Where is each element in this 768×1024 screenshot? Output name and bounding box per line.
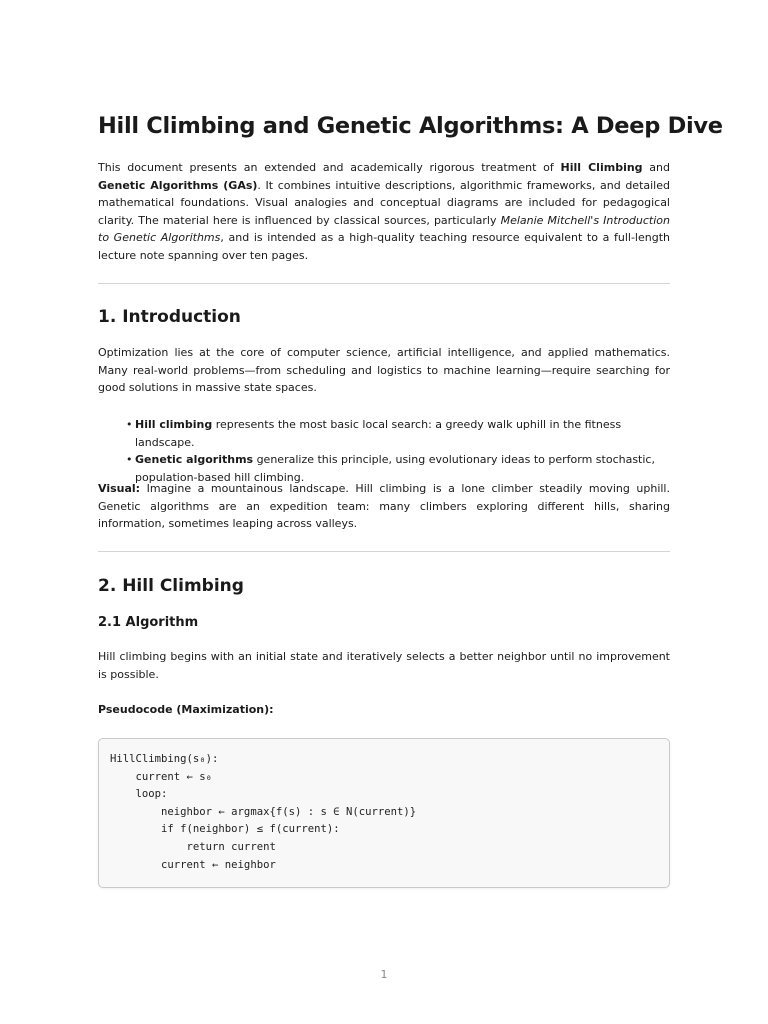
page-number: 1: [380, 968, 388, 981]
section-divider: [98, 283, 670, 284]
document-title: Hill Climbing and Genetic Algorithms: A Deep Dive: [98, 113, 723, 139]
intro-paragraph: [98, 159, 670, 265]
bullet-icon: •: [126, 418, 133, 431]
bullet-text: represents the most basic local search: a greedy walk uphill in the fitness landscape.: [135, 418, 622, 449]
intro-italic-reference: Melanie Mitchell's Introduction to Genetic Algorithms: [98, 213, 670, 245]
pseudocode-text: HillClimbing(s₀): current ← s₀ loop: neighbor ← argmax{f(s) : s ∈ N(current)} if f(neighbor) ≤ f(current): return current current ← neighbor: [110, 753, 417, 871]
intro-bold-hill-climbing: Hill Climbing: [560, 161, 643, 174]
visual-label: Visual:: [98, 482, 141, 495]
bullet-text: generalize this principle, using evolutionary ideas to perform stochastic, population-based hill climbing.: [135, 453, 655, 484]
intro-text: and: [642, 161, 670, 174]
algorithm-paragraph: Hill climbing begins with an initial state and iteratively selects a better neighbor until no improvement is possible.: [98, 650, 670, 681]
section-heading-introduction: 1. Introduction: [98, 307, 241, 327]
bullet-icon: •: [126, 453, 133, 467]
intro-text: . It combines intuitive descriptions, algorithmic frameworks, and detailed mathematical foundations. Visual analogies and conceptual diagrams are included for pedagogical clarity. The material here is influenced by classical sources, particularly: [98, 178, 670, 227]
visual-analogy-paragraph: [98, 480, 670, 533]
subsection-heading-algorithm: 2.1 Algorithm: [98, 615, 199, 630]
visual-text: Imagine a mountainous landscape. Hill climbing is a lone climber steadily moving uphill. Genetic algorithms are an expedition team: many climbers exploring different hills, sharing information, sometimes leaping across valleys.: [98, 482, 670, 531]
section-divider: [98, 551, 670, 552]
intro-text: , and is intended as a high-quality teaching resource equivalent to a full-length lecture note spanning over ten pages.: [98, 231, 670, 262]
code-block: [98, 738, 670, 888]
bullet-bold-term: Hill climbing: [135, 418, 213, 431]
section-heading-hill-climbing: 2. Hill Climbing: [98, 576, 244, 596]
introduction-bullet-list: [126, 416, 666, 486]
introduction-paragraph: Optimization lies at the core of computer science, artificial intelligence, and applied mathematics. Many real-world problems—from scheduling and logistics to machine learning—require searching for good solutions in massive state spaces.: [98, 346, 670, 395]
list-item: [126, 416, 666, 451]
pseudocode-label: Pseudocode (Maximization):: [98, 703, 274, 716]
bullet-bold-term: Genetic algorithms: [135, 453, 254, 467]
intro-bold-genetic-algorithms: Genetic Algorithms (GAs): [98, 178, 258, 192]
intro-text: This document presents an extended and academically rigorous treatment of: [98, 161, 561, 174]
